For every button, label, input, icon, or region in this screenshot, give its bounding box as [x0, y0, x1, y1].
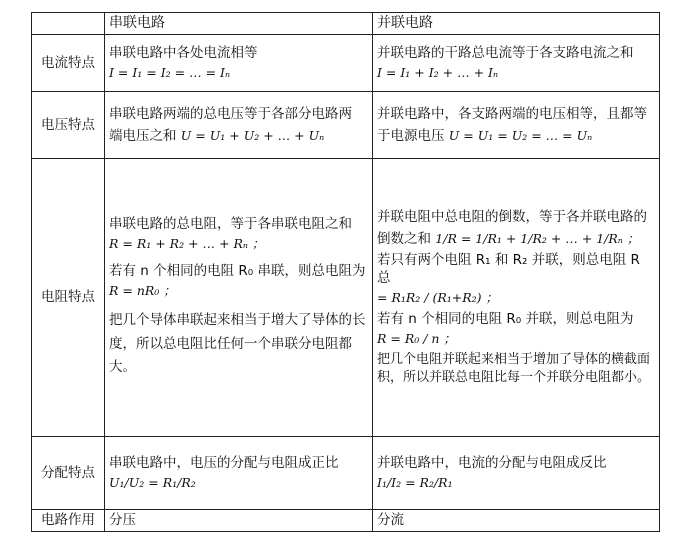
row-distribution: [32, 436, 660, 509]
header-row: [32, 13, 660, 35]
series-distribution-cell: [105, 436, 373, 509]
parallel-distribution-formula: I₁/I₂ = R₂/R₁: [377, 474, 453, 490]
header-corner: [32, 13, 105, 35]
series-voltage-text-2: 端电压之和: [109, 127, 177, 144]
parallel-resistance-text-2: 倒数之和: [377, 230, 431, 247]
parallel-resistance-text-1: 并联电阻中总电阻的倒数，等于各并联电路的: [377, 209, 647, 226]
series-voltage-text-1: 串联电路两端的总电压等于各部分电路两: [109, 106, 352, 123]
header-parallel: 并联电路: [373, 13, 660, 35]
row-resistance: [32, 158, 660, 436]
parallel-distribution-cell: [373, 436, 660, 509]
series-resistance-text-1: 串联电路的总电阻，等于各串联电阻之和: [109, 215, 352, 232]
series-distribution-text: 串联电路中，电压的分配与电阻成正比: [109, 454, 339, 471]
label-current: 电流特点: [32, 35, 105, 92]
series-current-text: 串联电路中各处电流相等: [109, 45, 258, 62]
series-current-formula: I = I₁ = I₂ = … = Iₙ: [109, 65, 231, 81]
circuit-comparison-table: [31, 12, 660, 532]
parallel-resistance-text-5: 把几个电阻并联起来相当于增加了导体的横截面积，所以并联总电阻比每一个并联分电阻都小。: [377, 352, 651, 385]
parallel-function: 分流: [373, 509, 660, 531]
parallel-current-formula: I = I₁ + I₂ + … + Iₙ: [377, 65, 499, 81]
parallel-voltage-text-2: 于电源电压: [377, 127, 445, 144]
parallel-resistance-text-3: 若只有两个电阻 R₁ 和 R₂ 并联，则总电阻 R 总: [377, 251, 640, 286]
parallel-voltage-text-1: 并联电路中，各支路两端的电压相等，且都等: [377, 106, 647, 123]
label-resistance: 电阻特点: [32, 158, 105, 436]
parallel-voltage-formula: U = U₁ = U₂ = … = Uₙ: [448, 127, 593, 143]
parallel-current-cell: [373, 35, 660, 92]
series-resistance-cell: [105, 158, 373, 436]
series-function: 分压: [105, 509, 373, 531]
series-resistance-text-2: 若有 n 个相同的电阻 R₀ 串联，则总电阻为: [109, 262, 366, 279]
series-voltage-formula: U = U₁ + U₂ + … + Uₙ: [180, 127, 325, 143]
parallel-voltage-cell: [373, 92, 660, 159]
series-resistance-formula-1: R = R₁ + R₂ + … + Rₙ ；: [109, 236, 265, 251]
parallel-resistance-cell: [373, 158, 660, 436]
parallel-resistance-text-4: 若有 n 个相同的电阻 R₀ 并联，则总电阻为: [377, 311, 634, 328]
series-current-cell: [105, 35, 373, 92]
label-distribution: 分配特点: [32, 436, 105, 509]
parallel-current-text: 并联电路的干路总电流等于各支路电流之和: [377, 45, 634, 62]
parallel-resistance-formula-1: 1/R = 1/R₁ + 1/R₂ + … + 1/Rₙ ；: [435, 230, 640, 246]
series-resistance-formula-2: R = nR₀ ；: [109, 283, 176, 299]
row-function: [32, 509, 660, 531]
series-resistance-text-3: 把几个导体串联起来相当于增大了导体的长度，所以总电阻比任何一个串联分电阻都大。: [109, 311, 366, 376]
parallel-resistance-formula-2: = R₁R₂ / (R₁+R₂) ；: [377, 290, 498, 306]
series-distribution-formula: U₁/U₂ = R₁/R₂: [109, 474, 196, 490]
parallel-distribution-text: 并联电路中，电流的分配与电阻成反比: [377, 454, 607, 471]
row-voltage: [32, 92, 660, 159]
label-function: 电路作用: [32, 509, 105, 531]
row-current: [32, 35, 660, 92]
label-voltage: 电压特点: [32, 92, 105, 159]
parallel-resistance-formula-3: R = R₀ / n ；: [377, 331, 456, 347]
header-series: 串联电路: [105, 13, 373, 35]
series-voltage-cell: [105, 92, 373, 159]
